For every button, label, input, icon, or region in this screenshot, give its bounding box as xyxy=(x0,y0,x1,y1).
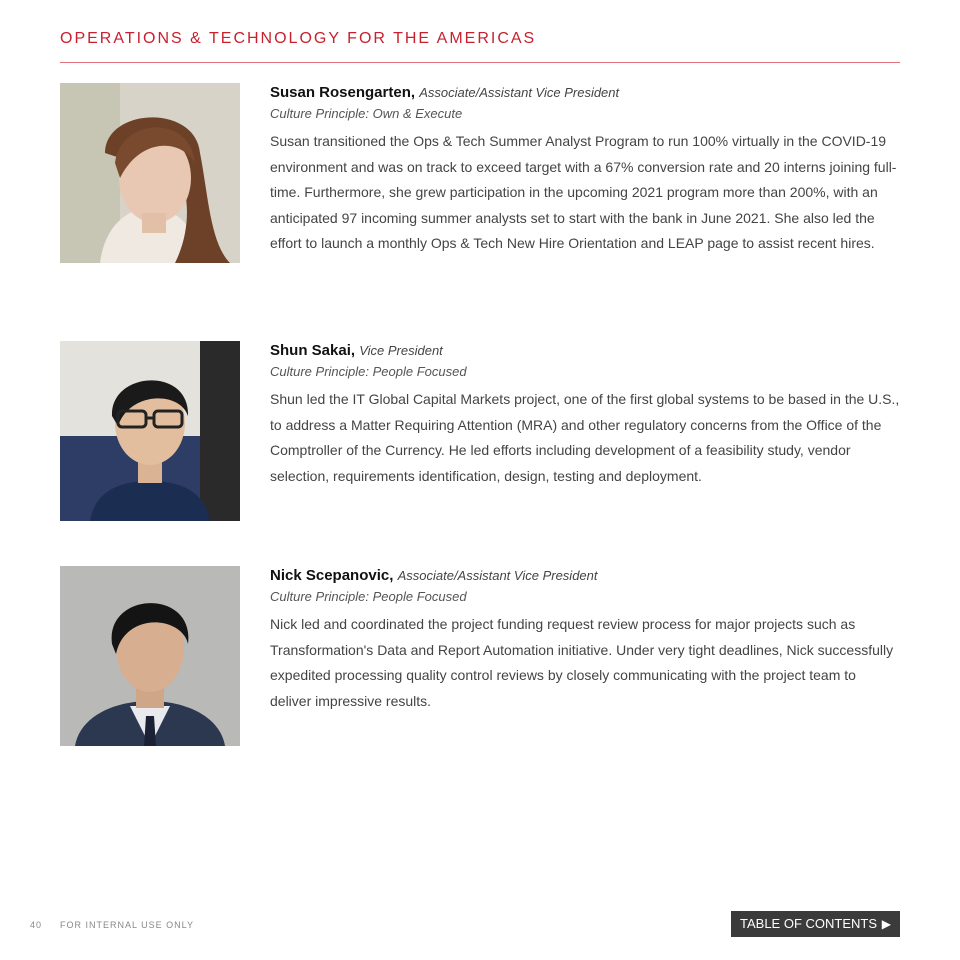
table-of-contents-button[interactable] xyxy=(731,911,900,937)
name-line xyxy=(270,341,900,361)
person-name: Nick Scepanovic, xyxy=(270,567,394,584)
profile-bio xyxy=(270,83,900,257)
person-description: Shun led the IT Global Capital Markets project, one of the first global systems to be based in the U.S., to address a Matter Requiring Attention (MRA) and other regulatory concerns from the Office of the Comptroller of the Currency. He led efforts including development of a feasibility study, vendor selection, requirements identification, design, testing and deployment. xyxy=(270,391,900,484)
profile-bio xyxy=(270,341,900,489)
culture-principle: Culture Principle: People Focused xyxy=(270,364,467,379)
person-name: Shun Sakai, xyxy=(270,342,356,359)
internal-use-note: FOR INTERNAL USE ONLY xyxy=(60,920,195,930)
culture-principle: Culture Principle: Own & Execute xyxy=(270,106,463,121)
person-name: Susan Rosengarten, xyxy=(270,84,416,101)
profile-bio xyxy=(270,566,900,714)
person-description: Nick led and coordinated the project funding request review process for major projects such as Transformation's Data and Report Automation initiative. Under very tight deadlines, Nick successfully expedited processing quality control reviews by closely communicating with the project team to deliver impressive results. xyxy=(270,616,894,709)
name-line xyxy=(270,83,900,103)
culture-principle: Culture Principle: People Focused xyxy=(270,589,467,604)
section-title: OPERATIONS & TECHNOLOGY FOR THE AMERICAS xyxy=(60,30,537,47)
profile-photo xyxy=(60,566,240,746)
toc-label: TABLE OF CONTENTS xyxy=(740,916,877,931)
page-number: 40 xyxy=(30,920,43,930)
page-header xyxy=(60,30,900,63)
play-arrow-icon: ▶ xyxy=(881,917,891,931)
person-description: Susan transitioned the Ops & Tech Summer Analyst Program to run 100% virtually in the COVID-19 environment and was on track to exceed target with a 67% conversion rate and 20 interns joining full-time. Furthermore, she grew participation in the upcoming 2021 program more than 200%, with an anticipated 97 incoming summer analysts set to start with the bank in June 2021. She also led the effort to launch a monthly Ops & Tech New Hire Orientation and LEAP page to assist recent hires. xyxy=(270,133,897,251)
profile-photo xyxy=(60,83,240,263)
person-role: Associate/Assistant Vice President xyxy=(419,85,620,100)
name-line xyxy=(270,566,900,586)
person-role: Associate/Assistant Vice President xyxy=(397,568,598,583)
person-role: Vice President xyxy=(359,343,443,358)
profile-photo xyxy=(60,341,240,521)
